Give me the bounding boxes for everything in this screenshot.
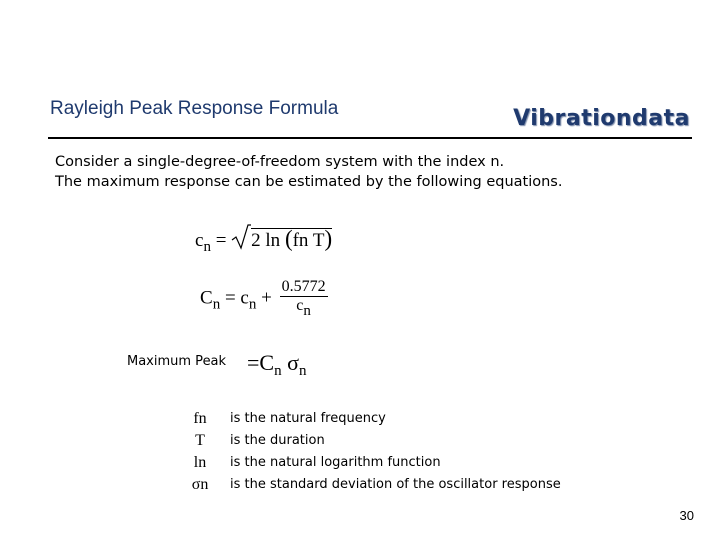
definition-text: is the standard deviation of the oscillator response: [230, 477, 561, 492]
definition-symbol: σn: [191, 476, 209, 493]
definition-text: is the natural frequency: [230, 411, 386, 426]
equation-Cn: [200, 278, 328, 320]
intro-line-1: Consider a single-degree-of-freedom system with the index n.: [55, 154, 505, 170]
page-number: 30: [679, 508, 694, 523]
eq2-den-sub: n: [303, 303, 311, 319]
eq1-equals: =: [215, 230, 227, 251]
eq3-sigma: σ: [287, 350, 299, 375]
eq3-equals-C: =C: [247, 350, 275, 375]
definition-symbol: fn: [193, 410, 207, 427]
eq1-lhs-sub: n: [203, 239, 211, 255]
definition-symbol: ln: [193, 454, 207, 471]
equation-maximum-peak: [247, 350, 306, 380]
brand-logo: Vibrationdata: [513, 106, 690, 131]
equation-cn: [195, 224, 332, 256]
eq1-paren-open: (: [284, 226, 293, 251]
eq2-fraction: [280, 278, 328, 320]
definition-text: is the duration: [230, 433, 325, 448]
eq1-arg: fn T: [292, 230, 325, 251]
definition-text: is the natural logarithm function: [230, 455, 441, 470]
intro-text: [55, 152, 562, 192]
title-divider: [48, 137, 692, 139]
eq2-lhs-sub: n: [212, 296, 221, 313]
eq2-denominator: [280, 296, 328, 320]
maximum-peak-label: Maximum Peak: [127, 354, 227, 369]
slide-title: Rayleigh Peak Response Formula: [50, 98, 339, 119]
eq2-equals-c: = c: [224, 287, 249, 309]
eq3-sub1: n: [274, 363, 282, 379]
square-root-icon: [231, 224, 251, 250]
eq1-lhs: c: [195, 230, 204, 251]
eq3-sub2: n: [298, 363, 307, 379]
eq1-paren-close: ): [324, 226, 333, 251]
eq1-two-ln: 2 ln: [251, 230, 281, 251]
eq2-rhs-sub: n: [248, 296, 257, 313]
eq2-den-c: c: [296, 297, 304, 314]
eq2-numerator: 0.5772: [281, 278, 326, 295]
intro-line-2: The maximum response can be estimated by the following equations.: [55, 174, 563, 190]
eq1-radicand: [251, 228, 332, 251]
eq2-plus: +: [261, 287, 272, 309]
definition-symbol: T: [195, 432, 205, 449]
eq2-lhs: C: [200, 287, 213, 309]
